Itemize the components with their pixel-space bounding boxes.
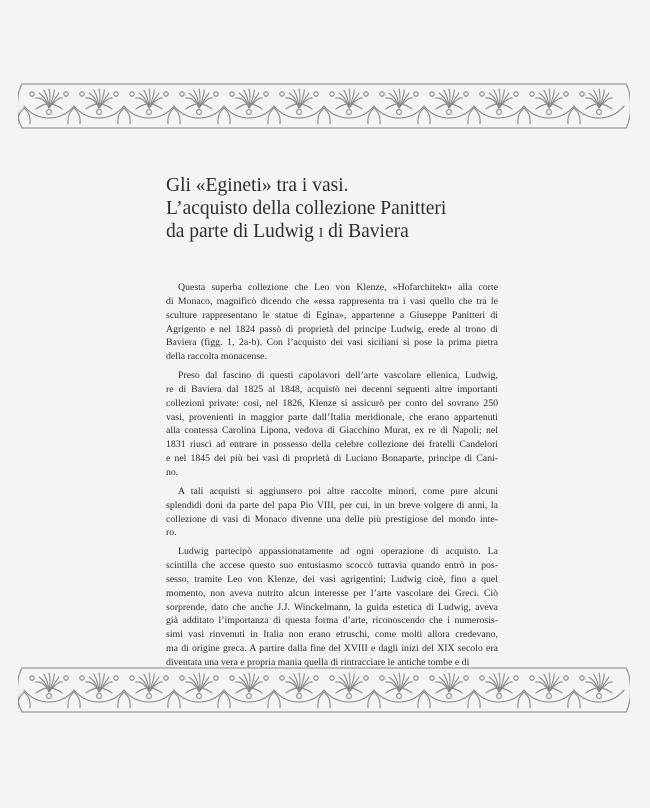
- article-body: [166, 281, 498, 675]
- text-line: collezione di vasi di Monaco divenne una delle più prestigiose del mondo inte-: [166, 513, 498, 525]
- text-line: di Monaco, magnificò dicendo che «essa rappresenta tra i vasi quello che tra le: [166, 295, 498, 307]
- text-line: alla contessa Carolina Lipona, vedova di Giacchino Murat, ex re di Napoli; nel: [166, 425, 498, 437]
- lotus-bud-icon: [514, 92, 534, 124]
- paragraph: [166, 369, 498, 480]
- lotus-bud-icon: [164, 676, 184, 708]
- palmette-icon: [36, 673, 62, 698]
- palmette-icon: [536, 673, 562, 698]
- palmette-icon: [386, 673, 412, 698]
- text-line: sculture rappresentano le statue di Egina», appartenne a Giuseppe Panitteri di: [166, 309, 498, 321]
- lotus-bud-icon: [464, 92, 484, 124]
- palmette-icon: [286, 89, 312, 114]
- palmette-icon: [186, 673, 212, 698]
- text-line: A tali acquisti si aggiunsero poi altre raccolte minori, come pure alcuni: [178, 485, 498, 497]
- lotus-bud-icon: [564, 92, 584, 124]
- text-line: scintilla che accese questo suo entusiasmo scoccò tuttavia quando entrò in pos-: [166, 560, 498, 572]
- palmette-icon: [336, 673, 362, 698]
- text-line: ma di origine greca. A partire dalla fine del XVIII e dagli inizi del XIX secolo era: [166, 643, 498, 655]
- text-line: 1831 riuscì ad entrare in possesso della celebre collezione dei fratelli Candelori: [166, 439, 498, 451]
- lotus-bud-icon: [364, 92, 384, 124]
- text-line: e nel 1845 dei più bei vasi di proprietà di Luciano Bonaparte, principe di Cani-: [166, 453, 498, 465]
- palmette-icon: [136, 673, 162, 698]
- lotus-bud-icon: [364, 676, 384, 708]
- text-line: sesso, tramite Leo von Klenze, dei vasi agrigentini; Ludwig cioè, fino a quel: [166, 573, 498, 585]
- lotus-bud-icon: [114, 676, 134, 708]
- title-line-3: [166, 220, 496, 244]
- text-line: diventata una vera e propria mania quella di rintracciare le antiche tombe e di: [166, 656, 470, 668]
- title-line-3-pre: da parte di Ludwig: [166, 221, 319, 242]
- text-line: momento, non aveva nutrito alcun interesse per l’arte vascolare dei Greci. Ciò: [166, 587, 498, 599]
- palmette-icon: [586, 89, 612, 114]
- text-line: re di Baviera dal 1825 al 1848, acquistò nei decenni seguenti altre importanti: [166, 383, 498, 395]
- lotus-bud-icon: [314, 92, 334, 124]
- paragraph: [166, 485, 498, 540]
- lotus-bud-icon: [464, 676, 484, 708]
- palmette-icon: [436, 89, 462, 114]
- palmette-icon: [136, 89, 162, 114]
- text-line: Questa superba collezione che Leo von Klenze, «Hofarchitekt» alla corte: [178, 282, 498, 293]
- paragraph: [166, 281, 498, 364]
- text-line: collezioni private: così, nel 1826, Klenze si assicurò per conto del sovrano 250: [166, 397, 498, 409]
- text-line: della raccolta monacense.: [166, 351, 267, 363]
- palmette-icon: [186, 89, 212, 114]
- palmette-icon: [86, 673, 112, 698]
- text-line: Agrigento e nel 1824 passò di proprietà del principe Ludwig, erede al trono di: [166, 323, 498, 335]
- lotus-bud-icon: [64, 676, 84, 708]
- lotus-bud-icon: [264, 676, 284, 708]
- text-line: ro.: [166, 527, 177, 539]
- lotus-bud-icon: [514, 676, 534, 708]
- palmette-icon: [286, 673, 312, 698]
- title-roman-numeral: I: [318, 225, 324, 240]
- lotus-bud-icon: [214, 92, 234, 124]
- title-line-3-post: di Baviera: [323, 221, 409, 242]
- lotus-bud-icon: [114, 92, 134, 124]
- chapter-title: [166, 174, 496, 244]
- title-line-2: L’acquisto della collezione Panitteri: [166, 198, 447, 219]
- lotus-bud-icon: [314, 676, 334, 708]
- palmette-icon: [236, 89, 262, 114]
- lotus-bud-icon: [564, 676, 584, 708]
- text-line: già additato l’importanza di questa forma d’arte, riconoscendo che i numerosis-: [166, 615, 498, 627]
- palmette-icon: [236, 673, 262, 698]
- text-line: vasi, provenienti in maggior parte dall’Italia meridionale, che erano appartenuti: [166, 411, 498, 423]
- palmette-icon: [86, 89, 112, 114]
- lotus-bud-icon: [414, 92, 434, 124]
- text-line: simi vasi rinvenuti in Italia non erano etruschi, come molti allora credevano,: [166, 629, 498, 641]
- text-line: no.: [166, 466, 179, 478]
- palmette-icon: [486, 673, 512, 698]
- lotus-bud-icon: [64, 92, 84, 124]
- palmette-frieze-bottom: [18, 664, 630, 716]
- text-line: Baviera (figg. 1, 2a-b). Con l’acquisto dei vasi siciliani si pose la prima pietra: [166, 337, 498, 349]
- lotus-bud-icon: [214, 676, 234, 708]
- lotus-bud-icon: [164, 92, 184, 124]
- title-line-1: Gli «Egineti» tra i vasi.: [166, 175, 349, 196]
- text-line: Ludwig partecipò appassionatamente ad ogni operazione di acquisto. La: [178, 546, 498, 558]
- palmette-icon: [486, 89, 512, 114]
- lotus-bud-icon: [264, 92, 284, 124]
- palmette-icon: [586, 673, 612, 698]
- palmette-icon: [336, 89, 362, 114]
- palmette-icon: [36, 89, 62, 114]
- palmette-frieze-top: [18, 80, 630, 132]
- text-line: Preso dal fascino di questi capolavori dell’arte vascolare ellenica, Ludwig,: [178, 370, 498, 382]
- text-line: splendidi doni da parte del papa Pio VIII, per cui, in un breve volgere di anni, la: [166, 499, 498, 511]
- text-line: sorprende, dato che anche J.J. Winckelmann, la guida estetica di Ludwig, aveva: [166, 601, 498, 613]
- palmette-icon: [536, 89, 562, 114]
- lotus-bud-icon: [414, 676, 434, 708]
- paragraph: [166, 545, 498, 670]
- palmette-icon: [436, 673, 462, 698]
- palmette-icon: [386, 89, 412, 114]
